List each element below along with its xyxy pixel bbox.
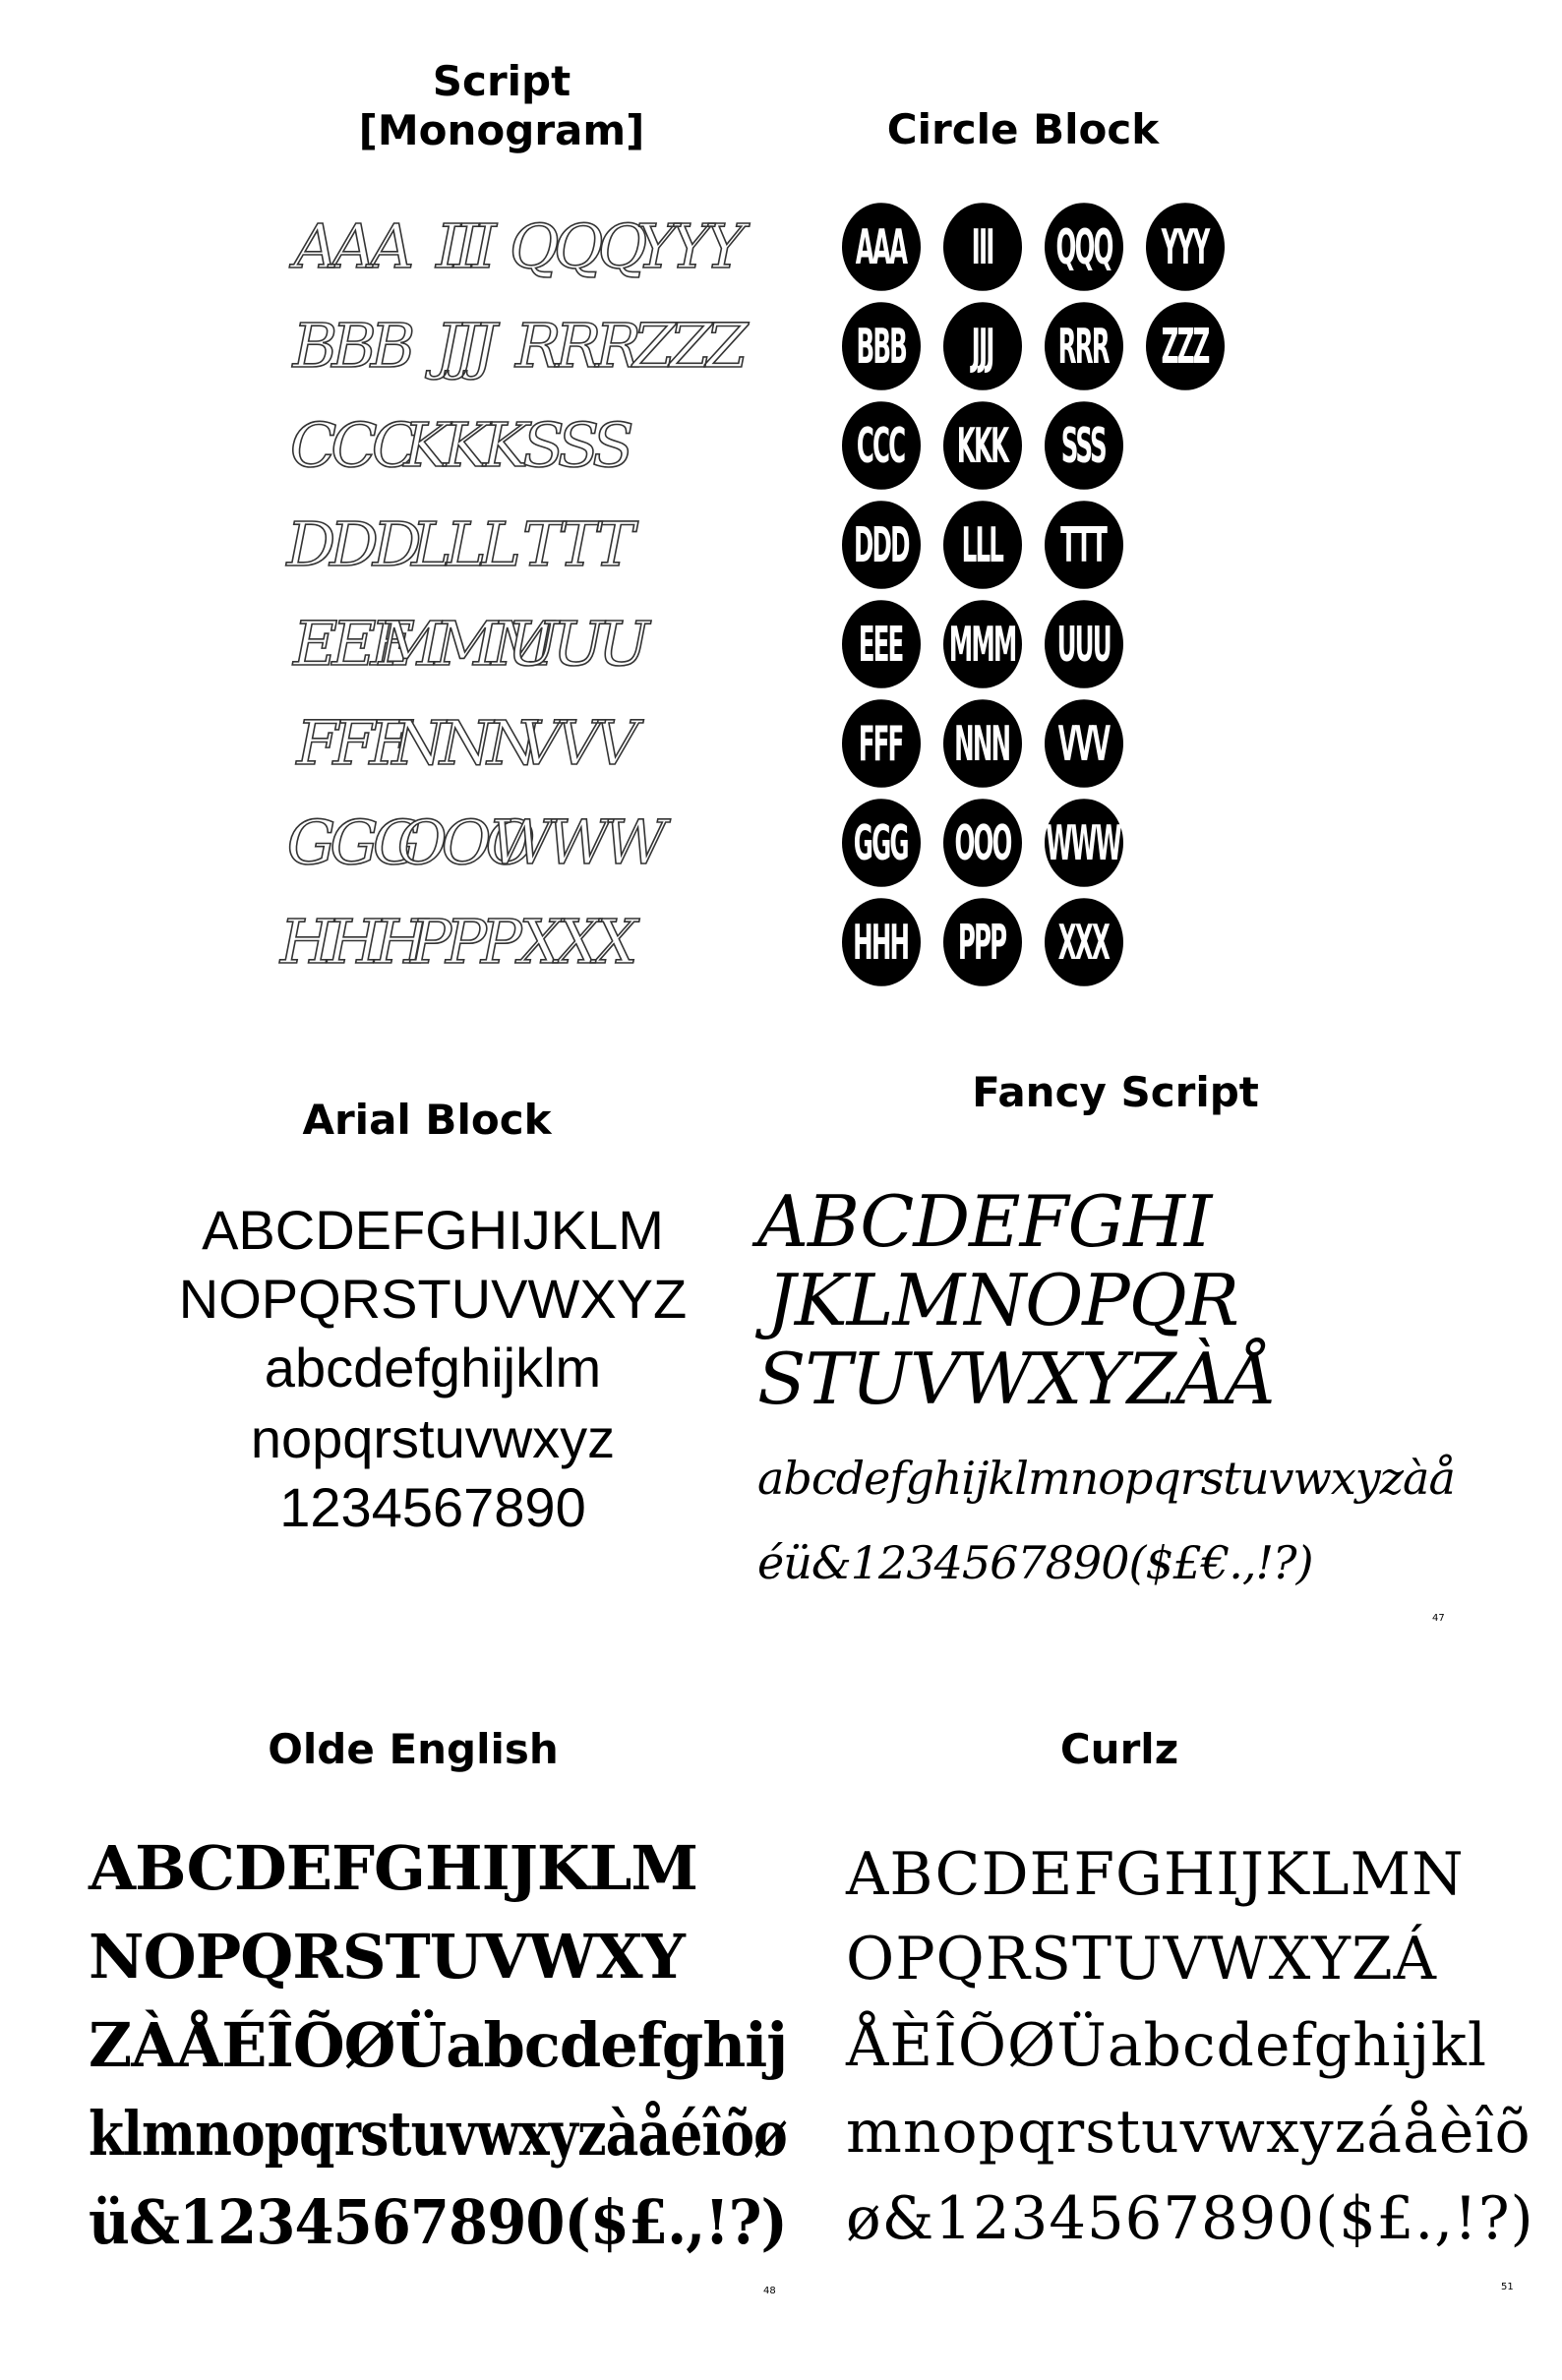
circle-monogram — [842, 699, 921, 788]
empty-cell — [1134, 892, 1235, 991]
circle-monogram-cell — [931, 395, 1033, 495]
arial-block-line-5: 1234567890 — [279, 1476, 586, 1538]
arial-block-line-4: nopqrstuvwxyz — [250, 1407, 616, 1469]
empty-cell — [631, 395, 744, 495]
circle-monogram-letters: EEE — [859, 615, 903, 673]
circle-monogram — [943, 799, 1022, 887]
script-monogram-cell — [295, 693, 407, 793]
script-monogram-cell — [407, 495, 519, 594]
empty-cell — [631, 693, 744, 793]
circle-monogram-cell — [1033, 594, 1134, 693]
olde-english-line-3: ZÀÅÉÎÕØÜabcdefghij — [89, 2009, 788, 2081]
empty-cell — [1134, 594, 1235, 693]
script-monogram: DDD — [286, 508, 416, 580]
script-monogram: PPP — [410, 906, 516, 978]
script-monogram-cell — [519, 395, 631, 495]
script-monogram: MMM — [378, 608, 549, 680]
curlz-line-1: ABCDEFGHIJKLMN — [846, 1840, 1465, 1909]
empty-cell — [1134, 693, 1235, 793]
circle-monogram-letters: TTT — [1060, 515, 1107, 573]
circle-monogram-cell — [1134, 296, 1235, 395]
circle-monogram-cell — [931, 793, 1033, 892]
circle-monogram-cell — [830, 197, 931, 296]
script-monogram-cell — [286, 793, 416, 892]
circle-monogram-letters: VVV — [1057, 714, 1110, 772]
olde-english-title: Olde English — [268, 1725, 559, 1773]
script-monogram-cell — [403, 395, 523, 495]
circle-monogram-letters: QQQ — [1054, 217, 1112, 275]
circle-monogram — [842, 600, 921, 688]
circle-monogram-letters: SSS — [1060, 416, 1106, 474]
circle-monogram-cell — [1033, 395, 1134, 495]
script-monogram-grid — [279, 197, 744, 991]
empty-cell — [631, 594, 744, 693]
fancy-script-line-4: abcdefghijklmnopqrstuvwxyzàå — [757, 1452, 1455, 1505]
script-monogram-cell — [514, 296, 636, 395]
script-monogram: OOO — [396, 806, 530, 878]
circle-monogram — [1045, 898, 1123, 986]
circle-monogram-cell — [1134, 197, 1235, 296]
script-monogram-cell — [507, 594, 644, 693]
circle-monogram — [943, 203, 1022, 291]
script-monogram-cell — [407, 296, 519, 395]
empty-cell — [1134, 395, 1235, 495]
empty-cell — [631, 495, 744, 594]
script-monogram: YYY — [635, 210, 740, 282]
circle-monogram — [943, 302, 1022, 390]
circle-monogram-cell — [830, 793, 931, 892]
script-monogram-cell — [289, 395, 413, 495]
circle-monogram-letters: MMM — [948, 615, 1016, 673]
curlz-line-5: ø&1234567890($£.,!?) — [846, 2184, 1534, 2253]
circle-monogram-cell — [1033, 296, 1134, 395]
circle-monogram-cell — [1033, 693, 1134, 793]
circle-monogram-cell — [931, 296, 1033, 395]
circle-monogram — [842, 898, 921, 986]
fancy-script-line-2: JKLMNOPQR — [767, 1259, 1238, 1341]
script-monogram-title-line2: [Monogram] — [358, 106, 645, 154]
fancy-script-line-3: STUVWXYZÀÅ — [757, 1338, 1276, 1420]
script-monogram: CCC — [289, 409, 413, 481]
olde-english-line-5: ü&1234567890($£.,!?) — [89, 2186, 787, 2258]
circle-monogram-letters: UUU — [1056, 615, 1111, 673]
arial-block-line-1: ABCDEFGHIJKLM — [202, 1199, 664, 1261]
script-monogram: XXX — [518, 906, 632, 978]
circle-monogram — [1045, 799, 1123, 887]
circle-monogram-letters: XXX — [1057, 913, 1110, 971]
circle-monogram-cell — [1033, 197, 1134, 296]
script-monogram-cell — [519, 693, 631, 793]
circle-monogram-cell — [1033, 793, 1134, 892]
circle-monogram — [1045, 600, 1123, 688]
circle-monogram-cell — [931, 594, 1033, 693]
circle-block-grid — [830, 197, 1235, 991]
script-monogram: RRR — [514, 310, 636, 382]
circle-monogram — [943, 898, 1022, 986]
circle-monogram-cell — [830, 395, 931, 495]
circle-monogram — [943, 600, 1022, 688]
circle-monogram-cell — [830, 594, 931, 693]
circle-monogram-letters: OOO — [953, 813, 1011, 871]
page-number-48: 48 — [763, 2286, 776, 2296]
script-monogram: QQQ — [509, 210, 642, 282]
script-monogram-cell — [407, 197, 519, 296]
curlz-title: Curlz — [1059, 1725, 1179, 1773]
circle-monogram-letters: HHH — [853, 913, 909, 971]
circle-monogram — [943, 501, 1022, 589]
circle-monogram — [842, 302, 921, 390]
script-monogram-cell — [378, 594, 549, 693]
script-monogram: LLL — [411, 508, 515, 580]
circle-monogram-cell — [830, 296, 931, 395]
script-monogram: JJJ — [435, 310, 492, 382]
circle-monogram-cell — [931, 693, 1033, 793]
circle-monogram — [842, 799, 921, 887]
script-monogram: III — [436, 210, 491, 282]
circle-monogram — [1045, 302, 1123, 390]
script-monogram-cell — [292, 296, 410, 395]
circle-monogram-cell — [931, 892, 1033, 991]
circle-block-title: Circle Block — [886, 105, 1160, 153]
script-monogram-cell — [407, 892, 519, 991]
circle-monogram-cell — [830, 495, 931, 594]
circle-monogram-letters: ZZZ — [1161, 317, 1209, 375]
circle-monogram-letters: CCC — [857, 416, 905, 474]
curlz-line-2: OPQRSTUVWXYZÁ — [846, 1925, 1437, 1993]
circle-monogram-letters: KKK — [956, 416, 1008, 474]
curlz-line-3: ÅÈÎÕØÜabcdefghijkl — [846, 2011, 1488, 2080]
script-monogram: TTT — [521, 508, 630, 580]
circle-monogram — [1045, 501, 1123, 589]
circle-monogram — [842, 501, 921, 589]
script-monogram: WWW — [490, 806, 661, 878]
curlz-line-4: mnopqrstuvwxyzáåèîõ — [846, 2098, 1532, 2167]
circle-monogram — [842, 203, 921, 291]
circle-monogram-letters: III — [971, 217, 993, 275]
script-monogram-cell — [286, 495, 416, 594]
fancy-script-line-5: éü&1234567890($£€.,!?) — [757, 1536, 1313, 1589]
script-monogram: KKK — [403, 409, 523, 481]
circle-monogram — [1045, 401, 1123, 490]
circle-monogram-letters: BBB — [856, 317, 906, 375]
script-monogram-cell — [519, 892, 631, 991]
fancy-script-line-1: ABCDEFGHI — [757, 1180, 1212, 1263]
arial-block-line-3: abcdefghijklm — [264, 1337, 602, 1398]
script-monogram: HHH — [279, 906, 423, 978]
olde-english-line-2: NOPQRSTUVWXY — [89, 1921, 685, 1993]
script-monogram: VVV — [517, 707, 633, 779]
circle-monogram — [1146, 203, 1225, 291]
circle-monogram-letters: DDD — [853, 515, 909, 573]
circle-monogram-cell — [931, 197, 1033, 296]
circle-monogram-cell — [830, 892, 931, 991]
script-monogram: FFF — [296, 707, 406, 779]
circle-monogram-letters: PPP — [958, 913, 1006, 971]
script-monogram: GGG — [286, 806, 416, 878]
script-monogram: ZZZ — [632, 310, 743, 382]
circle-monogram — [1146, 302, 1225, 390]
script-monogram-cell — [279, 892, 423, 991]
circle-monogram-cell — [1033, 892, 1134, 991]
fancy-script-title: Fancy Script — [972, 1068, 1259, 1116]
circle-monogram — [1045, 203, 1123, 291]
circle-monogram-letters: AAA — [855, 217, 907, 275]
olde-english-line-1: ABCDEFGHIJKLM — [89, 1832, 698, 1904]
empty-cell — [631, 793, 744, 892]
script-monogram-title — [325, 57, 679, 155]
script-monogram-cell — [490, 793, 661, 892]
empty-cell — [1134, 793, 1235, 892]
circle-monogram-letters: GGG — [854, 813, 908, 871]
script-monogram-cell — [391, 693, 535, 793]
circle-monogram-letters: JJJ — [971, 317, 993, 375]
circle-monogram-letters: FFF — [859, 714, 903, 772]
circle-monogram-letters: RRR — [1057, 317, 1110, 375]
empty-cell — [631, 892, 744, 991]
circle-monogram-letters: NNN — [954, 714, 1010, 772]
script-monogram: AAA — [293, 210, 409, 282]
script-monogram-cell — [295, 197, 407, 296]
script-monogram-title-line1: Script — [432, 57, 571, 105]
script-monogram: NNN — [391, 707, 535, 779]
empty-cell — [1134, 495, 1235, 594]
script-monogram: EEE — [293, 608, 409, 680]
circle-monogram-cell — [1033, 495, 1134, 594]
arial-block-title: Arial Block — [302, 1096, 552, 1144]
script-monogram: UUU — [507, 608, 644, 680]
circle-monogram-cell — [931, 495, 1033, 594]
page-number-51: 51 — [1501, 2282, 1514, 2292]
arial-block-line-2: NOPQRSTUVWXYZ — [178, 1268, 688, 1330]
circle-monogram — [943, 699, 1022, 788]
circle-monogram-cell — [830, 693, 931, 793]
circle-monogram — [943, 401, 1022, 490]
olde-english-line-4: klmnopqrstuvwxyzàåéîõø — [89, 2098, 787, 2170]
script-monogram-cell — [509, 197, 642, 296]
script-monogram: SSS — [522, 409, 629, 481]
circle-monogram — [1045, 699, 1123, 788]
script-monogram-cell — [631, 296, 744, 395]
script-monogram-cell — [631, 197, 744, 296]
circle-monogram-letters: WWW — [1046, 813, 1121, 871]
circle-monogram-letters: YYY — [1161, 217, 1209, 275]
circle-monogram — [842, 401, 921, 490]
script-monogram: BBB — [292, 310, 410, 382]
page-number-47: 47 — [1432, 1613, 1445, 1624]
script-monogram-cell — [519, 495, 631, 594]
circle-monogram-letters: LLL — [961, 515, 1003, 573]
